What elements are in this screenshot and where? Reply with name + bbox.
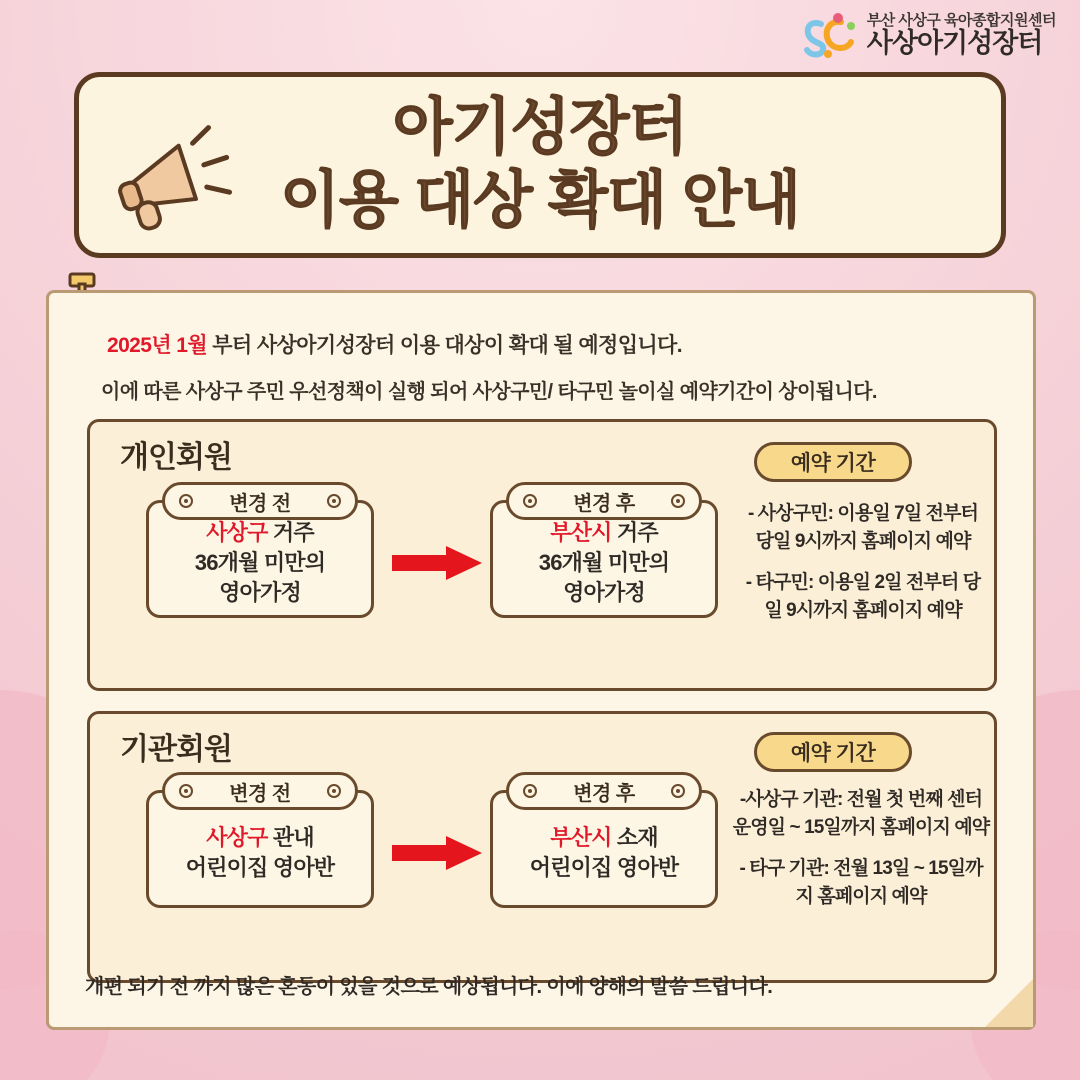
tag-eye-right-icon [671, 784, 685, 798]
transition-arrow-icon [392, 836, 482, 870]
after-line-1 [493, 518, 715, 548]
before-line-1-red: 사상구 [206, 520, 268, 546]
tag-eye-left-icon [523, 784, 537, 798]
period-item: - 타구 기관: 전월 13일 ~ 15일까지 홈페이지 예약 [739, 858, 983, 907]
period-item: -사상구 기관: 전월 첫 번째 센터 운영일 ~ 15일까지 홈페이지 예약 [732, 789, 990, 838]
tag-eye-right-icon [327, 494, 341, 508]
after-line-1-red: 부산시 [550, 825, 612, 851]
intro-line-1-rest: 부터 사상아기성장터 이용 대상이 확대 될 예정입니다. [207, 334, 682, 357]
section-title: 개인회원 [120, 441, 232, 474]
before-line-3: 영아가정 [219, 579, 301, 605]
tag-eye-left-icon [179, 494, 193, 508]
after-tag [506, 482, 702, 520]
before-tag [162, 482, 358, 520]
after-line-3: 영아가정 [563, 579, 645, 605]
tag-eye-left-icon [523, 494, 537, 508]
before-line-1 [149, 823, 371, 853]
page-title [79, 91, 1001, 237]
after-tag-label: 변경 후 [573, 492, 635, 515]
after-line-1-rest: 거주 [611, 520, 658, 546]
reservation-period-text [732, 786, 990, 910]
reservation-period-badge: 예약 기간 [754, 442, 912, 482]
after-line-1 [493, 823, 715, 853]
tag-eye-right-icon [327, 784, 341, 798]
brand-subtitle: 부산 사상구 육아종합지원센터 [866, 11, 1056, 29]
before-line-1-rest: 관내 [267, 825, 314, 851]
after-line-2: 36개월 미만의 [538, 550, 670, 576]
before-tag-label: 변경 전 [229, 782, 291, 805]
after-tag [506, 772, 702, 810]
intro-line-1 [107, 329, 682, 359]
intro-line-2: 이에 따른 사상구 주민 우선정책이 실행 되어 사상구민/ 타구민 놀이실 예약기간이 상이됩니다. [101, 381, 877, 403]
content-card [46, 290, 1036, 1030]
brand-title: 사상아기성장터 [866, 28, 1043, 59]
before-line-1-red: 사상구 [206, 825, 268, 851]
reservation-period-text [738, 500, 988, 624]
tag-eye-right-icon [671, 494, 685, 508]
page-dogear-corner [985, 979, 1033, 1027]
before-tag-label: 변경 전 [229, 492, 291, 515]
after-tag-label: 변경 후 [573, 782, 635, 805]
page-title-line1: 아기성장터 [392, 93, 688, 162]
section-institution-member [87, 711, 997, 983]
before-tag [162, 772, 358, 810]
footnote: 개편 되기 전 까지 많은 혼동이 있을 것으로 예상됩니다. 이에 양해의 말씀 드립니다. [85, 976, 773, 998]
period-item: - 타구민: 이용일 2일 전부터 당일 9시까지 홈페이지 예약 [745, 572, 981, 621]
page-title-line2: 이용 대상 확대 안내 [280, 166, 800, 236]
reservation-period-badge: 예약 기간 [754, 732, 912, 772]
after-line-1-red: 부산시 [550, 520, 612, 546]
before-line-1-rest: 거주 [267, 520, 314, 546]
before-line-2: 36개월 미만의 [194, 550, 326, 576]
before-line-2: 어린이집 영아반 [185, 855, 335, 880]
brand-text [867, 13, 1056, 59]
tag-eye-left-icon [179, 784, 193, 798]
after-line-1-rest: 소재 [611, 825, 658, 851]
section-title: 기관회원 [120, 733, 232, 766]
transition-arrow-icon [392, 546, 482, 580]
period-item: - 사상구민: 이용일 7일 전부터 당일 9시까지 홈페이지 예약 [747, 503, 979, 552]
after-line-2: 어린이집 영아반 [529, 855, 679, 880]
brand-header [801, 10, 1056, 62]
section-individual-member [87, 419, 997, 691]
sc-logo-icon [801, 10, 859, 62]
title-box [74, 72, 1006, 258]
before-line-1 [149, 518, 371, 548]
intro-highlight: 2025년 1월 [107, 334, 208, 357]
